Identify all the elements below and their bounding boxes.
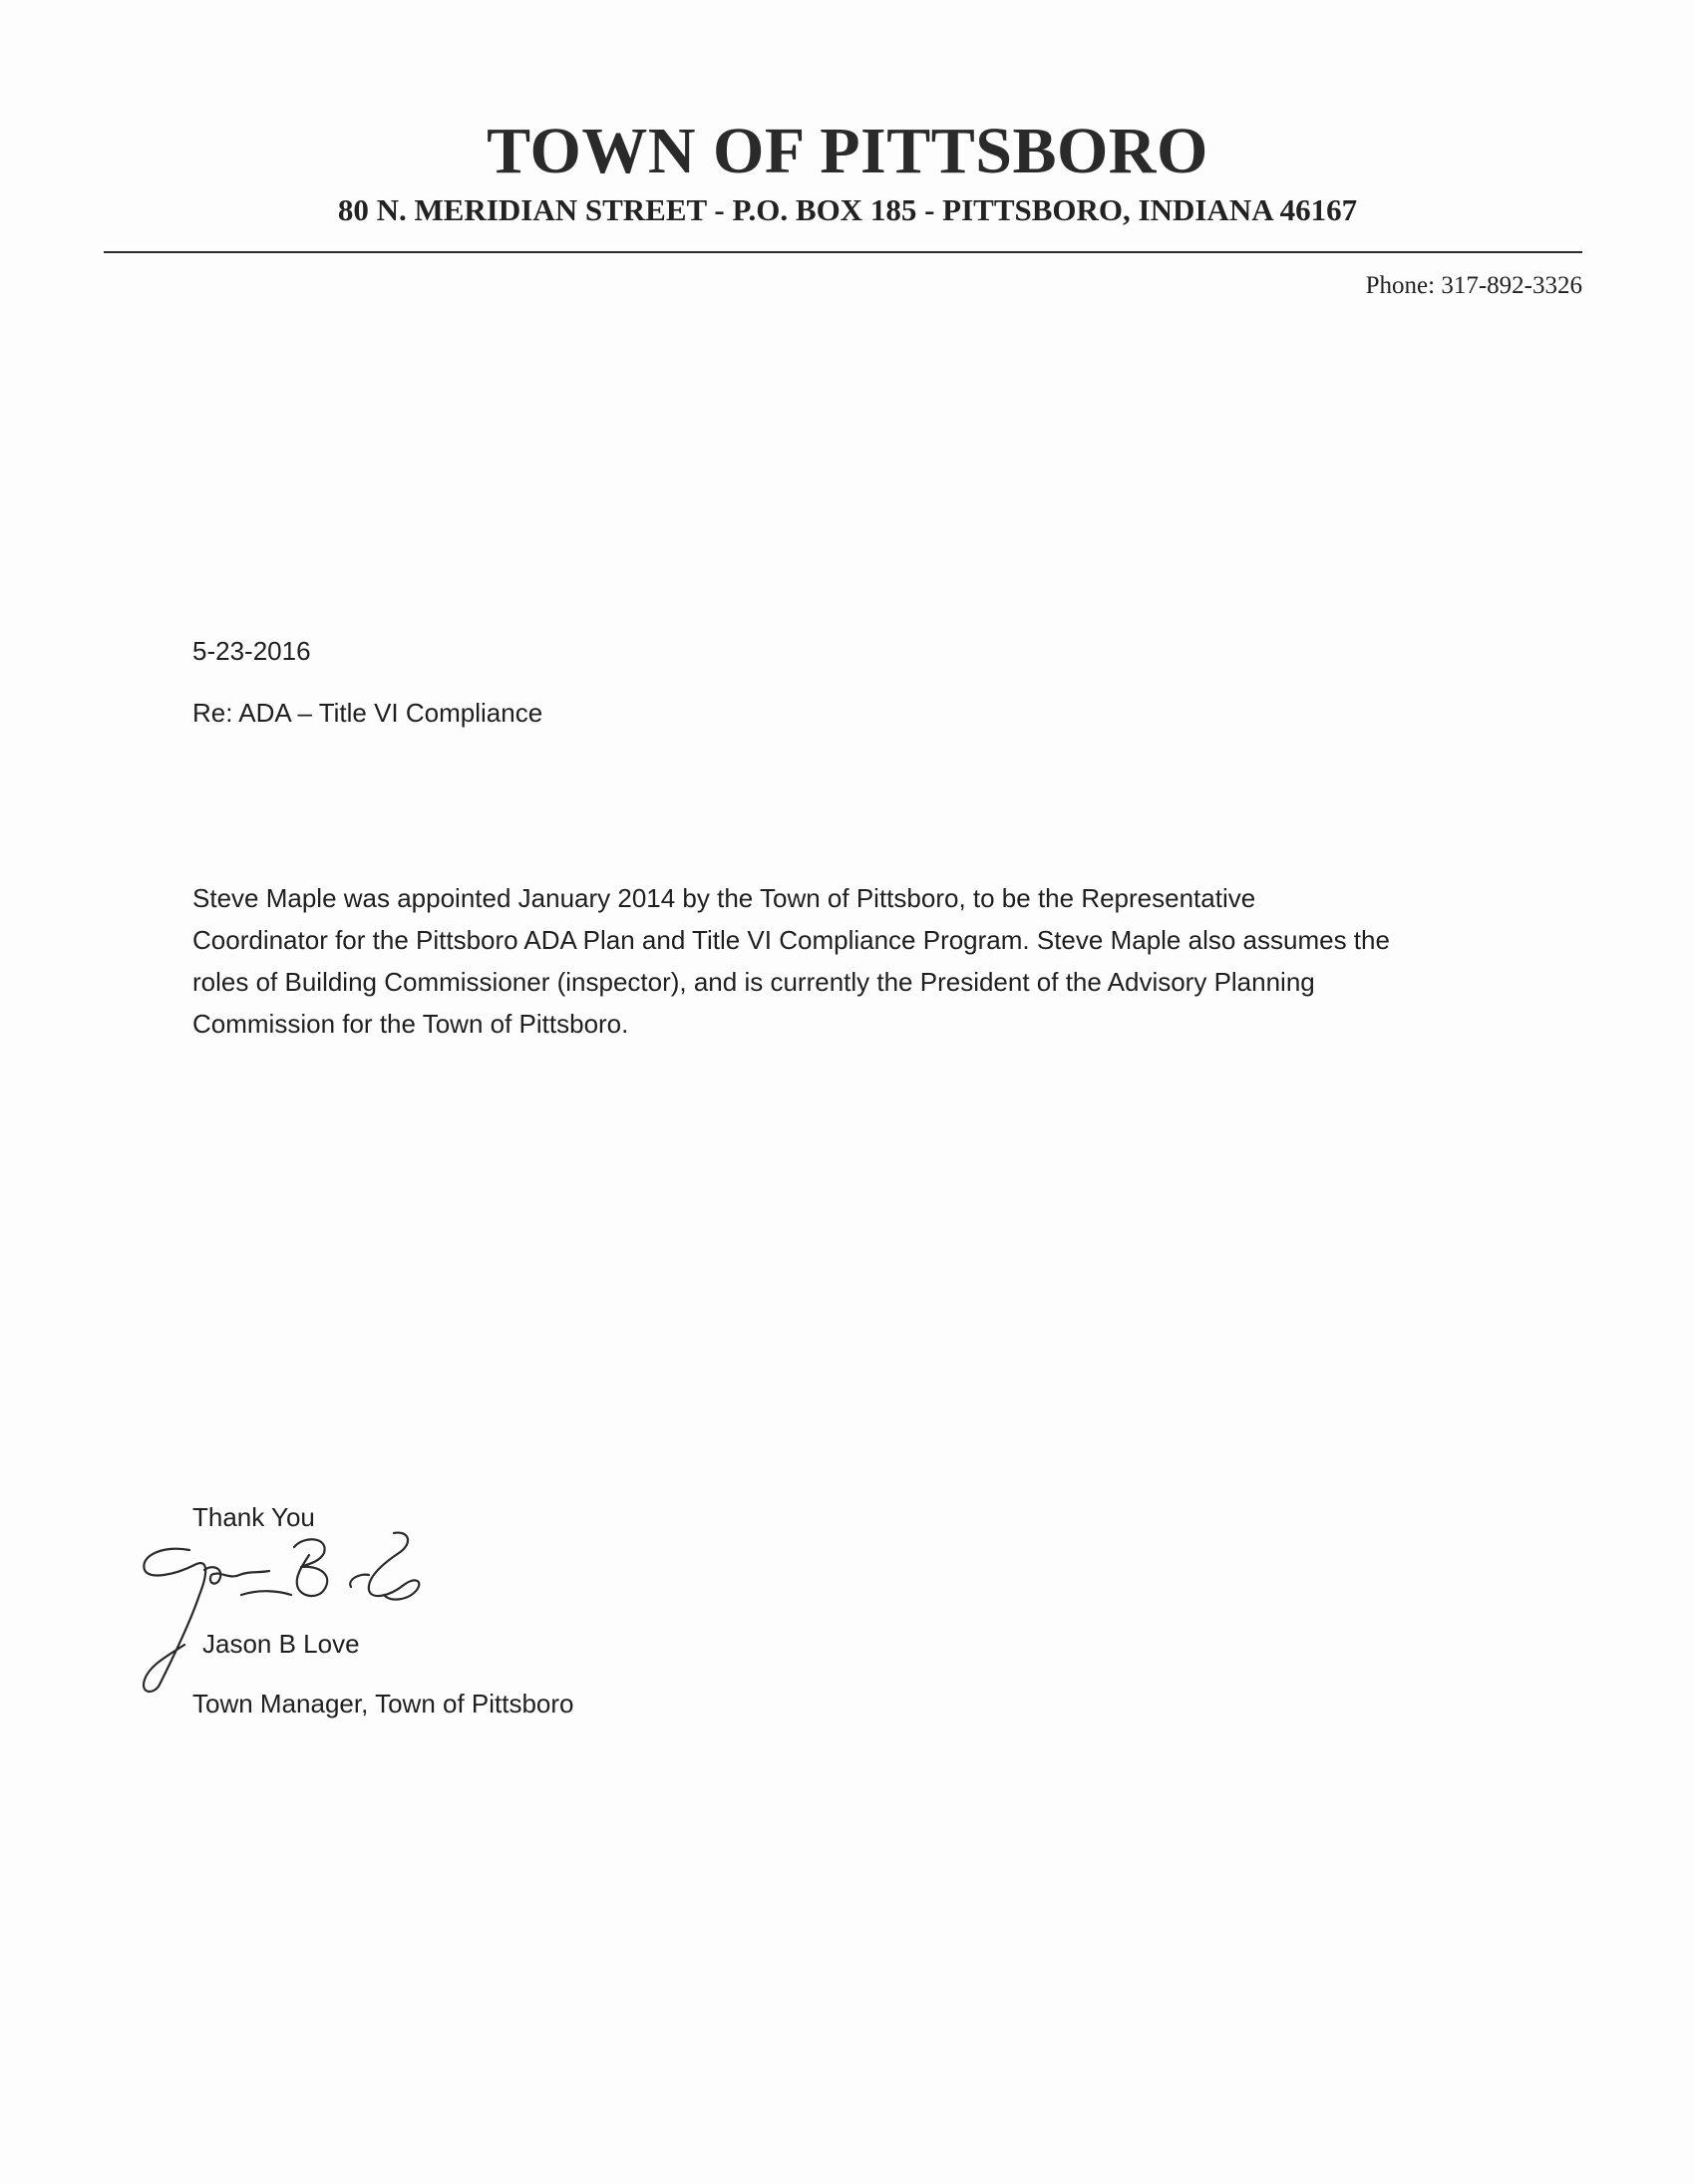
paragraph-line: Steve Maple was appointed January 2014 by the Town of Pittsboro, to be the Representative (192, 883, 1256, 913)
handwritten-signature (130, 1525, 449, 1705)
letter-closing: Thank You (192, 1502, 315, 1532)
paragraph-line: Coordinator for the Pittsboro ADA Plan and Title VI Compliance Program. Steve Maple also assumes the (192, 925, 1390, 955)
signer-name: Jason B Love (202, 1629, 360, 1659)
letter-subject: Re: ADA – Title VI Compliance (192, 698, 543, 728)
signer-title: Town Manager, Town of Pittsboro (192, 1689, 574, 1718)
letterhead-divider (104, 251, 1582, 253)
letter-body-paragraph (192, 877, 1528, 1045)
paragraph-line: Commission for the Town of Pittsboro. (192, 1009, 629, 1039)
phone-number: Phone: 317-892-3326 (1365, 272, 1582, 299)
letter-date: 5-23-2016 (192, 636, 311, 666)
paragraph-line: roles of Building Commissioner (inspector), and is currently the President of the Advisory Planning (192, 967, 1315, 997)
letterhead-title: TOWN OF PITTSBORO (487, 115, 1208, 187)
letterhead-address: 80 N. MERIDIAN STREET - P.O. BOX 185 - PITTSBORO, INDIANA 46167 (337, 192, 1358, 227)
